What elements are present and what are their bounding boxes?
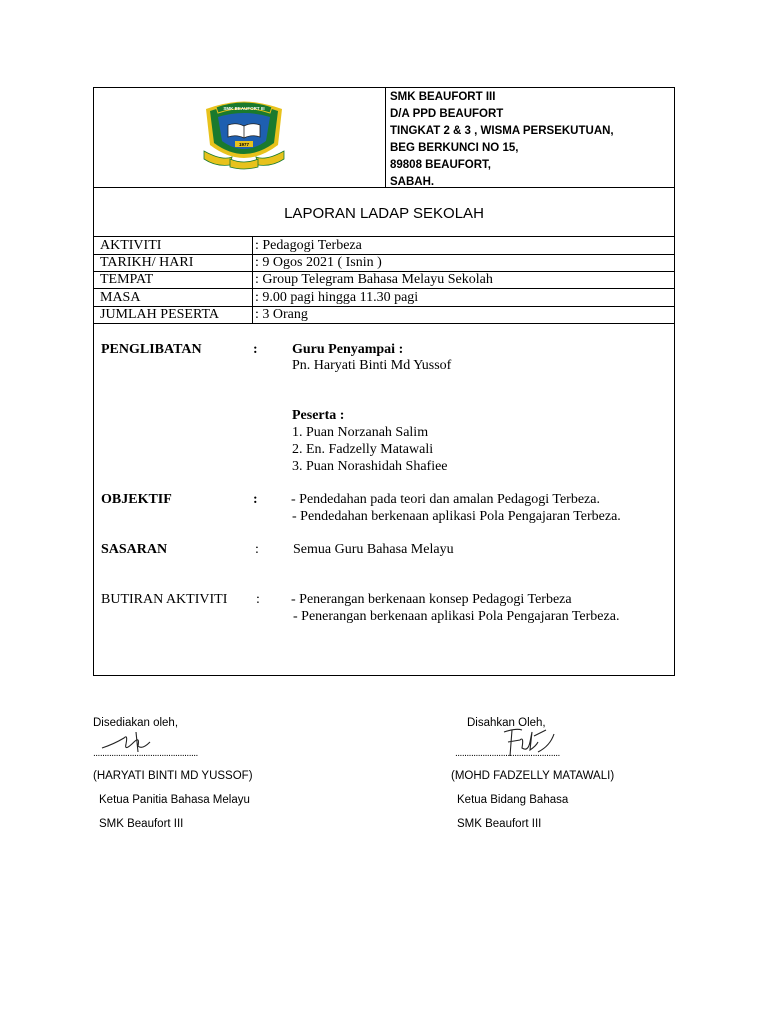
detail-label: TEMPAT bbox=[100, 272, 154, 287]
divider bbox=[94, 187, 674, 188]
approved-by-school: SMK Beaufort III bbox=[457, 818, 542, 830]
approved-by-heading: Disahkan Oleh, bbox=[467, 717, 546, 729]
peserta-item: 3. Puan Norashidah Shafiee bbox=[292, 459, 448, 474]
address-line: SABAH. bbox=[390, 176, 435, 188]
address-line: D/A PPD BEAUFORT bbox=[390, 108, 504, 120]
butiran-colon: : bbox=[256, 592, 260, 607]
detail-value: : 9 Ogos 2021 ( Isnin ) bbox=[255, 255, 382, 270]
detail-row-tempat bbox=[94, 271, 674, 288]
peserta-item: 1. Puan Norzanah Salim bbox=[292, 425, 429, 440]
approved-by-position: Ketua Bidang Bahasa bbox=[457, 794, 569, 806]
prepared-by-name: (HARYATI BINTI MD YUSSOF) bbox=[93, 770, 253, 782]
detail-value: : 9.00 pagi hingga 11.30 pagi bbox=[255, 290, 419, 305]
objektif-label: OBJEKTIF bbox=[101, 492, 172, 507]
penglibatan-label: PENGLIBATAN bbox=[101, 342, 202, 357]
header-divider bbox=[385, 88, 386, 187]
sasaran-label: SASARAN bbox=[101, 542, 168, 557]
detail-row-tarikh bbox=[94, 254, 674, 271]
detail-value: : 3 Orang bbox=[255, 307, 308, 322]
address-line: TINGKAT 2 & 3 , WISMA PERSEKUTUAN, bbox=[390, 125, 614, 137]
peserta-item: 2. En. Fadzelly Matawali bbox=[292, 442, 434, 457]
penglibatan-colon: : bbox=[253, 342, 258, 357]
prepared-by-school: SMK Beaufort III bbox=[99, 818, 184, 830]
detail-value: : Pedagogi Terbeza bbox=[255, 238, 362, 253]
prepared-by-position: Ketua Panitia Bahasa Melayu bbox=[99, 794, 250, 806]
approved-by-name: (MOHD FADZELLY MATAWALI) bbox=[451, 770, 615, 782]
objektif-colon: : bbox=[253, 492, 258, 507]
objektif-item: - Pendedahan pada teori dan amalan Pedagogi Terbeza. bbox=[291, 492, 600, 507]
signature-line-right: .............................................. bbox=[455, 748, 560, 759]
report-form bbox=[93, 87, 675, 676]
sasaran-colon: : bbox=[255, 542, 259, 557]
sasaran-value: Semua Guru Bahasa Melayu bbox=[293, 542, 454, 557]
detail-row-aktiviti bbox=[94, 237, 674, 254]
butiran-item: - Penerangan berkenaan konsep Pedagogi Terbeza bbox=[291, 592, 572, 607]
divider bbox=[94, 323, 674, 324]
school-logo bbox=[202, 95, 286, 175]
address-line: 89808 BEAUFORT, bbox=[390, 159, 491, 171]
guru-penyampai-heading: Guru Penyampai : bbox=[292, 342, 404, 357]
prepared-by-heading: Disediakan oleh, bbox=[93, 717, 179, 729]
address-line: SMK BEAUFORT III bbox=[390, 91, 496, 103]
detail-row-masa bbox=[94, 289, 674, 306]
detail-label: MASA bbox=[100, 290, 141, 305]
guru-penyampai-name: Pn. Haryati Binti Md Yussof bbox=[292, 358, 452, 373]
peserta-heading: Peserta : bbox=[292, 408, 345, 423]
detail-row-jumlah-peserta bbox=[94, 306, 674, 323]
address-line: BEG BERKUNCI NO 15, bbox=[390, 142, 519, 154]
butiran-aktiviti-label: BUTIRAN AKTIVITI bbox=[101, 592, 228, 607]
objektif-item: - Pendedahan berkenaan aplikasi Pola Pengajaran Terbeza. bbox=[292, 509, 621, 524]
detail-label: AKTIVITI bbox=[100, 238, 162, 253]
signature-line-left: .............................................. bbox=[93, 748, 198, 759]
school-address bbox=[390, 89, 670, 191]
detail-label: TARIKH/ HARI bbox=[100, 255, 194, 270]
butiran-item: - Penerangan berkenaan aplikasi Pola Pengajaran Terbeza. bbox=[293, 609, 620, 624]
detail-value: : Group Telegram Bahasa Melayu Sekolah bbox=[255, 272, 493, 287]
logo-year: 1977 bbox=[238, 142, 250, 147]
logo-top-text: SMK BEAUFORT III bbox=[223, 106, 265, 111]
report-title: LAPORAN LADAP SEKOLAH bbox=[284, 205, 484, 222]
detail-label: JUMLAH PESERTA bbox=[100, 307, 219, 322]
